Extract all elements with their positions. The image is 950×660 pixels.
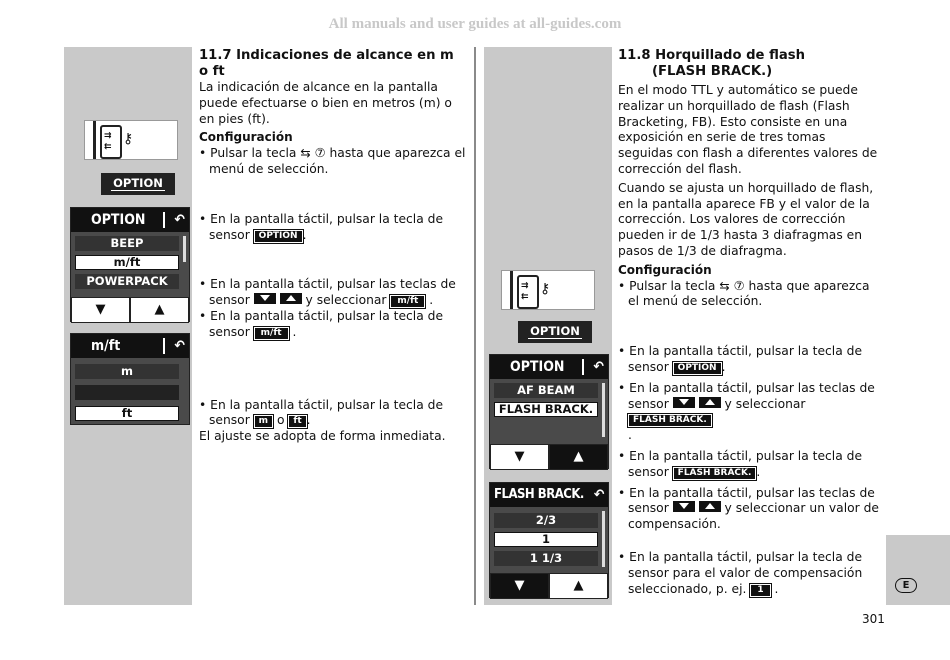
config-label: Configuración — [618, 262, 712, 277]
back-icon[interactable]: ↶ — [174, 212, 185, 228]
step-1: • Pulsar la tecla ⇆ ⑦ hasta que aparezca el menú de selección. — [199, 146, 466, 176]
section-heading: 11.7 Indicaciones de alcance en m o ft — [199, 48, 454, 79]
menu-item-flash-brack[interactable]: FLASH BRACK. — [494, 402, 598, 417]
intro-paragraph: La indicación de alcance en la pantalla puede efectuarse o bien en metros (m) o en pies (ft). — [199, 80, 452, 126]
screen-title: m/ft — [91, 338, 121, 354]
up-arrow-button[interactable]: ▲ — [130, 297, 189, 323]
step-1: • Pulsar la tecla ⇆ ⑦ hasta que aparezca el menú de selección. — [618, 278, 870, 309]
mode-key-illustration: ⇉ ⇇ ⚷ — [501, 270, 595, 310]
ft-key-label: ft — [288, 415, 306, 428]
scrollbar[interactable] — [602, 383, 605, 437]
screen-title: OPTION — [91, 212, 146, 228]
menu-item-beep[interactable]: BEEP — [75, 236, 179, 251]
down-arrow-button[interactable]: ▼ — [490, 444, 549, 470]
value-item[interactable]: 1 1/3 — [494, 551, 598, 566]
down-key-icon — [254, 293, 276, 304]
scrollbar[interactable] — [602, 511, 605, 567]
step-5: • En la pantalla táctil, pulsar las teclas de sensor y seleccionar un valor de compensación. — [618, 485, 879, 532]
value-item-selected[interactable]: 1 — [494, 532, 598, 547]
menu-item-m[interactable]: m — [75, 364, 179, 379]
menu-item-mft[interactable]: m/ft — [75, 255, 179, 270]
key-icon: ⚷ — [540, 281, 551, 297]
step-3: • En la pantalla táctil, pulsar las teclas de sensor y seleccionar m/ft . — [199, 277, 456, 308]
flash-brack-key-label: FLASH BRACK. — [673, 467, 757, 480]
mft-menu-screen — [70, 333, 190, 425]
option-key-label: OPTION — [254, 230, 303, 243]
step-4: • En la pantalla táctil, pulsar la tecla de sensor m/ft . — [199, 308, 444, 339]
paragraph-1: En el modo TTL y automático se puede realizar un horquillado de flash (Flash Bracketing, FB). Esto consiste en una exposición en serie de tres tomas seguidas con flash a diferentes valores de corrección del flash. — [618, 83, 878, 176]
option-tab-button[interactable]: OPTION — [518, 321, 592, 343]
mode-key-icon: ⇆ ⑦ — [300, 146, 326, 161]
column-divider — [474, 47, 476, 605]
up-arrow-button[interactable]: ▲ — [549, 573, 608, 599]
key-icon: ⚷ — [123, 131, 134, 147]
screen-title: OPTION — [510, 359, 565, 375]
value-item[interactable]: 2/3 — [494, 513, 598, 528]
option-tab-button[interactable]: OPTION — [101, 173, 175, 195]
up-key-icon — [699, 397, 721, 408]
back-icon[interactable]: ↶ — [174, 338, 185, 354]
down-arrow-button[interactable]: ▼ — [71, 297, 130, 323]
menu-item-powerpack[interactable]: POWERPACK — [75, 274, 179, 289]
paragraph-2: Cuando se ajusta un horquillado de flash, en la pantalla aparece FB y el valor de la corrección. Los valores de corrección pueden ir de 1/3 hasta 3 diafragmas en pasos de 1/3 de diafragma. — [618, 180, 874, 258]
option-key-label: OPTION — [673, 362, 722, 375]
up-key-icon — [280, 293, 302, 304]
step-2: • En la pantalla táctil, pulsar la tecla de sensor OPTION . — [618, 344, 863, 374]
watermark: All manuals and user guides at all-guides.com — [328, 16, 622, 32]
up-key-icon — [699, 501, 721, 512]
menu-item-ft[interactable]: ft — [75, 406, 179, 421]
m-key-label: m — [254, 415, 273, 428]
menu-item-af-beam[interactable]: AF BEAM — [494, 383, 598, 398]
mft-key-label: m/ft — [390, 295, 425, 308]
step-3: • En la pantalla táctil, pulsar las teclas de sensor y seleccionar FLASH BRACK. . — [618, 380, 875, 443]
flash-brack-screen — [489, 482, 609, 598]
back-icon[interactable]: ↶ — [593, 359, 604, 375]
language-tab-column — [886, 535, 950, 605]
step-6: • En la pantalla táctil, pulsar la tecla de sensor para el valor de compensación seleccionado, p. ej. 1 . — [618, 549, 863, 596]
step-4: • En la pantalla táctil, pulsar la tecla de sensor FLASH BRACK. . — [618, 448, 863, 479]
screen-title: FLASH BRACK. — [494, 487, 584, 502]
back-icon[interactable]: ↶ — [593, 487, 604, 503]
down-arrow-button[interactable]: ▼ — [490, 573, 549, 599]
left-text-column — [199, 48, 467, 445]
step-2: • En la pantalla táctil, pulsar la tecla de sensor OPTION . — [199, 211, 444, 242]
config-label: Configuración — [199, 130, 293, 145]
menu-item-empty — [75, 385, 179, 400]
down-key-icon — [673, 397, 695, 408]
mft-key-label: m/ft — [254, 327, 289, 340]
up-arrow-button[interactable]: ▲ — [549, 444, 608, 470]
step-5: • En la pantalla táctil, pulsar la tecla de sensor m o ft . — [199, 397, 444, 428]
flash-brack-key-label: FLASH BRACK. — [628, 414, 712, 427]
closing-paragraph: El ajuste se adopta de forma inmediata. — [199, 429, 446, 444]
scrollbar[interactable] — [183, 236, 186, 262]
right-text-column — [618, 48, 884, 597]
section-heading: 11.8 Horquillado de flash — [618, 48, 805, 63]
mode-key-icon: ⇆ ⑦ — [719, 278, 745, 293]
option-menu-screen — [489, 354, 609, 469]
value-key-label: 1 — [750, 584, 770, 597]
section-heading-sub: (FLASH BRACK.) — [652, 64, 773, 79]
mode-key-illustration: ⇉ ⇇ ⚷ — [84, 120, 178, 160]
page-number: 301 — [862, 612, 885, 626]
option-menu-screen — [70, 207, 190, 322]
down-key-icon — [673, 501, 695, 512]
language-badge: E — [895, 578, 917, 593]
